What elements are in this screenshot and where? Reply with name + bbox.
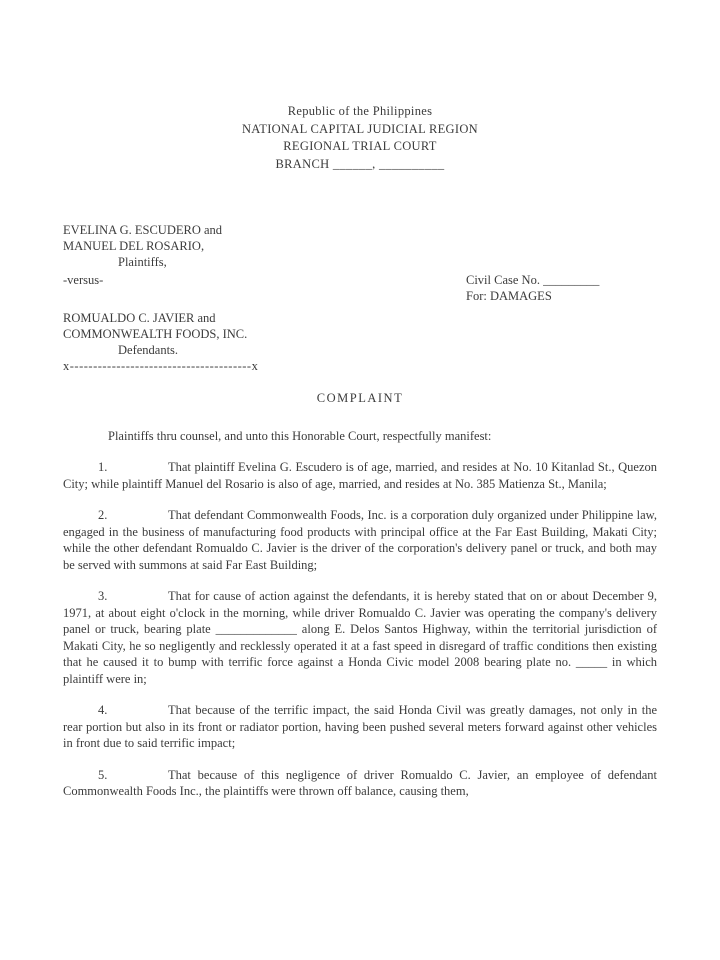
document-title: COMPLAINT [316, 391, 404, 405]
paragraph-number: 1. [98, 460, 108, 474]
paragraph-text: That because of this negligence of driver Romualdo C. Javier, an employee of defendant Commonwealth Foods Inc., the plaintiffs were thrown off balance, causing them, [63, 767, 657, 798]
paragraph-text: That plaintiff Evelina G. Escudero is of age, married, and resides at No. 10 Kitanlad St., Quezon City; while plaintiff Manuel del Rosario is also of age, married, and resides at No. 385 Matienza St., Manila; [63, 460, 657, 491]
defendant-name-1: ROMUALDO C. JAVIER and [63, 311, 216, 325]
plaintiff-name-2: MANUEL DEL ROSARIO, [63, 239, 205, 253]
header-court-line: REGIONAL TRIAL COURT [283, 139, 437, 153]
court-header [63, 103, 657, 173]
complaint-paragraph-4 [63, 702, 657, 752]
opening-paragraph: Plaintiffs thru counsel, and unto this Honorable Court, respectfully manifest: [108, 428, 492, 443]
complaint-paragraph-1 [63, 459, 657, 492]
complaint-paragraph-3 [63, 588, 657, 687]
caption-separator: x---------------------------------------x [63, 359, 259, 373]
complaint-paragraph-5 [63, 767, 657, 800]
case-for-label: For: DAMAGES [466, 289, 552, 303]
civil-case-number: Civil Case No. _________ [466, 273, 600, 287]
plaintiffs-label: Plaintiffs, [118, 255, 167, 269]
header-region-line: NATIONAL CAPITAL JUDICIAL REGION [241, 121, 478, 136]
paragraph-text: That for cause of action against the defendants, it is hereby stated that on or about December 9, 1971, at about eight o'clock in the morning, while driver Romualdo C. Javier was operating the company's delivery panel or truck, bearing plate _____________ along E. Delos Santos Highway, within the territorial jurisdiction of Makati City, he so negligently and recklessly operated it at a fast speed in disregard of traffic conditions then existing that he caused it to bump with terrific force against a Honda Civic model 2008 bearing plate no. _____ in which plaintiff were in; [63, 589, 657, 686]
defendants-label: Defendants. [118, 343, 179, 357]
complaint-paragraph-2 [63, 507, 657, 573]
case-caption [63, 222, 657, 374]
paragraph-text: That because of the terrific impact, the said Honda Civil was greatly damages, not only in the rear portion but also in its front or radiator portion, having been pushed several meters forward against other vehicles in front due to said terrific impact; [63, 703, 657, 750]
paragraph-number: 4. [98, 703, 108, 717]
header-branch-line: BRANCH ______, __________ [275, 156, 445, 171]
versus-label: -versus- [63, 273, 104, 287]
case-info-block [466, 272, 599, 304]
paragraph-number: 2. [98, 508, 108, 522]
paragraph-number: 3. [98, 589, 108, 603]
header-republic-line: Republic of the Philippines [287, 104, 433, 118]
plaintiff-name-1: EVELINA G. ESCUDERO and [63, 223, 223, 237]
paragraph-number: 5. [98, 767, 108, 782]
defendant-name-2: COMMONWEALTH FOODS, INC. [63, 327, 248, 341]
paragraph-text: That defendant Commonwealth Foods, Inc. is a corporation duly organized under Philippine law, engaged in the business of manufacturing food products with principal office at the Far East Building, Makati City; while the other defendant Romualdo C. Javier is the driver of the corporation's delivery panel or truck, and both may be served with summons at said Far East Building; [63, 508, 657, 572]
